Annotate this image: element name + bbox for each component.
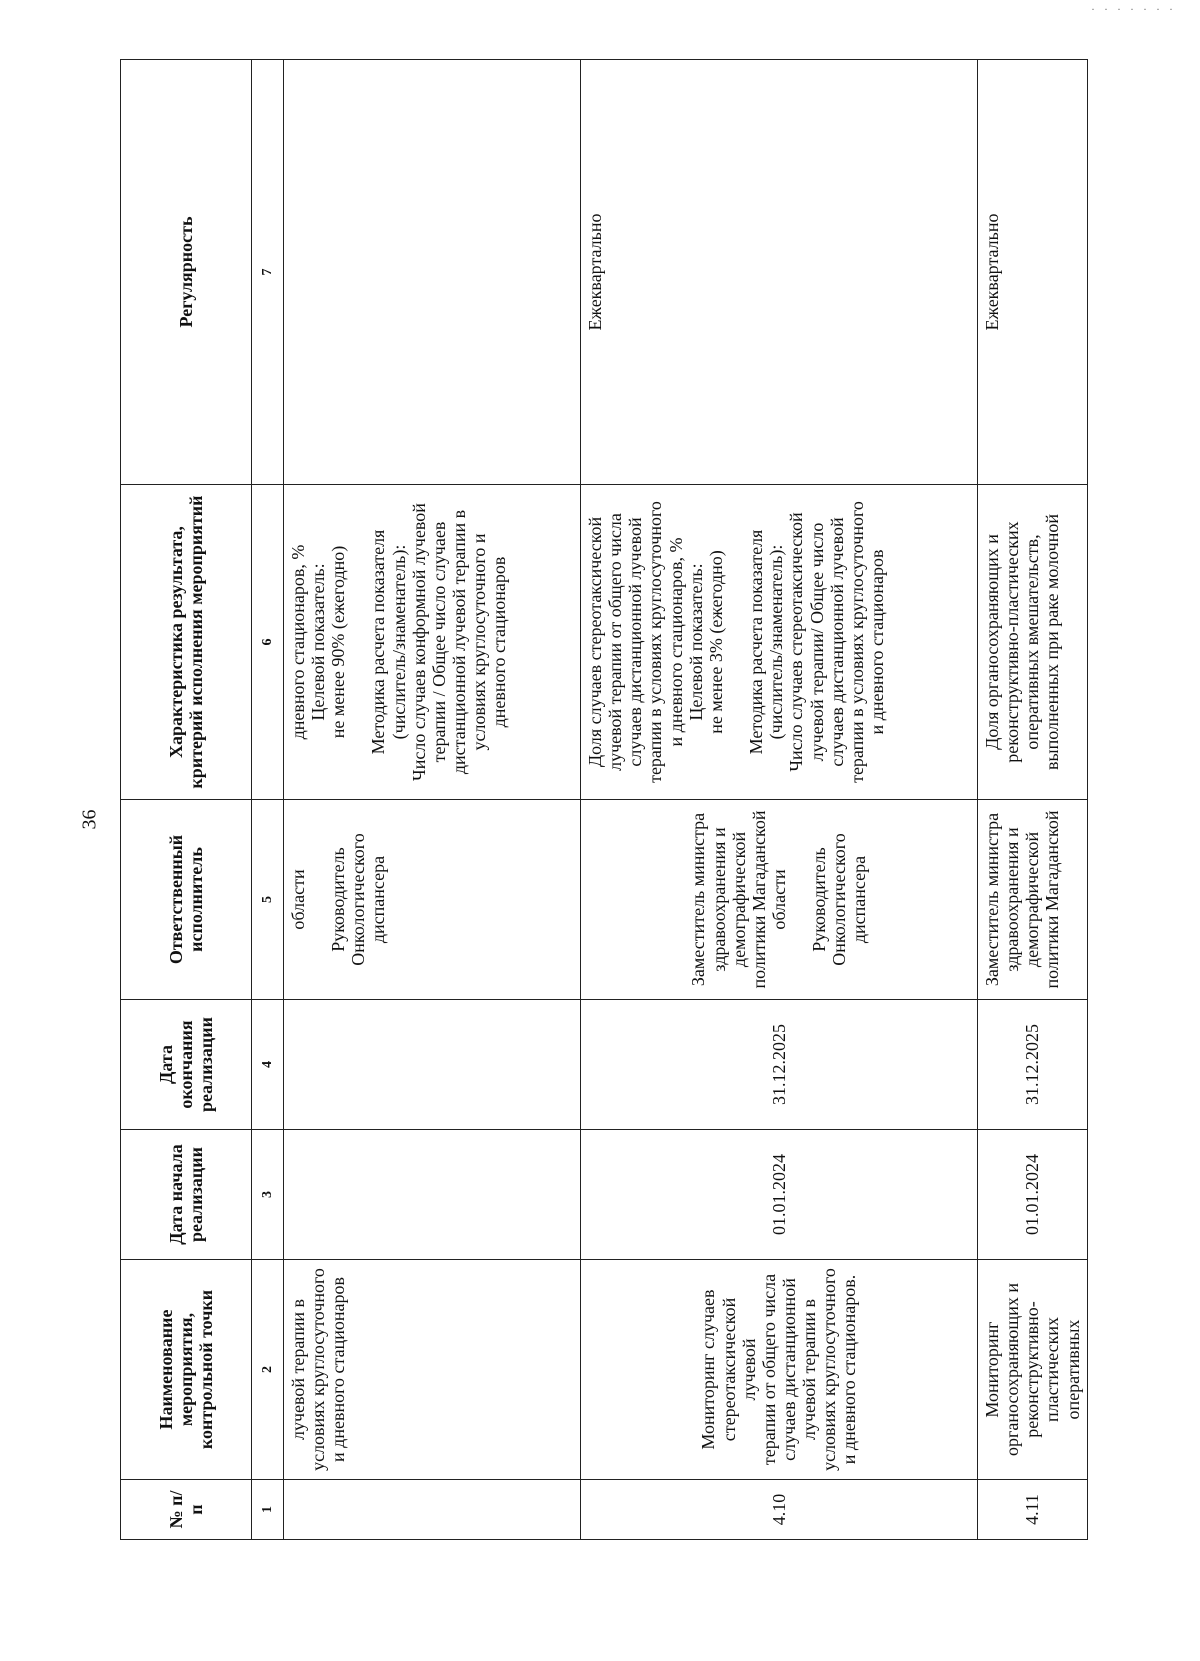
column-number: 2 [252,1260,284,1480]
text-line: политики Магаданской [1042,810,1063,989]
text-line: демографической [728,831,749,968]
text-line: лучевой терапии в [799,1298,820,1441]
line-gap [308,806,328,993]
text-line: Целевой показатель: [685,563,706,721]
row-number: 4.11 [978,1480,1088,1540]
text-line: оперативных вмешательств, [1022,534,1043,750]
result-description [284,485,581,800]
text-line: Мониторинг [982,1321,1002,1418]
text-line: условиях круглосуточного [308,1268,329,1471]
page-number: 36 [78,809,101,830]
text-line: и дневного стационаров [328,1277,349,1462]
text-line: Руководитель [328,847,349,952]
text-line: выполненных при раке молочной [1042,514,1063,770]
activity-name [581,1260,978,1480]
line-gap [348,491,368,793]
text-line: Число случаев конформной лучевой [408,503,429,781]
text-line: Заместитель министра [982,812,1002,987]
text-line: случаев дистанционной [779,1278,799,1461]
text-line: Заместитель министра [688,812,709,987]
text-line: лучевой терапии/ Общее число [806,522,827,762]
column-number: 7 [252,60,284,485]
table-row [978,60,1088,1540]
text-line: терапии в условиях круглосуточного [846,501,867,783]
text-line: лучевой терапии в [288,1298,308,1441]
text-line: (числитель/знаменатель): [766,544,787,740]
text-line: Руководитель [809,847,830,952]
column-number-row [252,60,284,1540]
text-line: области [288,869,308,930]
text-line: и дневного стационаров, % [665,537,686,747]
column-number: 5 [252,800,284,1000]
text-line: не менее 3% (ежегодно) [705,550,726,734]
table-row [284,60,581,1540]
text-line: Доля органосохраняющих и [982,534,1002,750]
text-line: терапии в условиях круглосуточного [645,501,666,783]
text-line: и дневного стационаров. [839,1274,860,1465]
row-number [284,1480,581,1540]
header-result: Характеристика результата, критерий исполнения мероприятий [121,485,252,800]
text-line: пластических оперативных [1042,1317,1083,1422]
end-date: 31.12.2025 [581,1000,978,1130]
text-line: политики Магаданской [748,810,769,989]
text-line: реконструктивно-пластических [1002,521,1023,763]
text-line: условиях круглосуточного и [469,533,490,751]
responsible-executor [978,800,1088,1000]
column-number: 1 [252,1480,284,1540]
header-regularity: Регулярность [121,60,252,485]
text-line: Целевой показатель: [308,563,329,721]
text-line: реконструктивно- [1022,1301,1043,1438]
header-num: № п/п [121,1480,252,1540]
text-line: стереотаксической лучевой [718,1297,759,1442]
start-date: 01.01.2024 [978,1130,1088,1260]
result-description [581,485,978,800]
text-line: области [769,869,789,930]
column-number: 3 [252,1130,284,1260]
text-line: Методика расчета показателя [746,529,767,755]
table-row [581,60,978,1540]
regularity: Ежеквартально [978,60,1088,485]
text-line: демографической [1022,831,1043,968]
text-line: терапии / Общее число случаев [428,521,449,763]
activity-name [978,1260,1088,1480]
regularity [284,60,581,485]
line-gap [789,806,809,993]
text-line: Число случаев стереотаксической [786,512,807,772]
end-date [284,1000,581,1130]
start-date [284,1130,581,1260]
text-line: дневного стационаров [489,556,510,728]
text-line: условиях круглосуточного [819,1268,840,1471]
column-number: 6 [252,485,284,800]
rotated-page-content [120,60,1083,1540]
header-start-date: Дата начала реализации [121,1130,252,1260]
text-line: не менее 90% (ежегодно) [328,545,349,739]
text-line: и дневного стационаров [867,549,888,735]
text-line: диспансера [849,855,870,944]
text-line: Методика расчета показателя [368,529,389,755]
text-line: Мониторинг случаев [698,1289,719,1450]
text-line: терапии от общего числа [758,1273,779,1466]
corner-marks: · · · · · · · [1091,2,1176,16]
responsible-executor [284,800,581,1000]
row-number: 4.10 [581,1480,978,1540]
line-gap [726,491,746,793]
header-end-date: Дата окончания реализации [121,1000,252,1130]
text-line: диспансера [368,855,389,944]
text-line: органосохраняющих и [1002,1283,1023,1456]
text-line: дневного стационаров, % [288,544,308,740]
text-line: случаев дистанционной лучевой [625,517,646,767]
text-line: Онкологического [829,833,850,966]
header-row [121,60,252,1540]
text-line: лучевой терапии от общего числа [605,513,626,771]
header-name: Наименование мероприятия, контрольной точки [121,1260,252,1480]
text-line: Доля случаев стереотаксической [585,516,605,768]
text-line: Онкологического [348,833,369,966]
regularity: Ежеквартально [581,60,978,485]
text-line: дистанционной лучевой терапии в [449,509,470,775]
end-date: 31.12.2025 [978,1000,1088,1130]
header-responsible: Ответственный исполнитель [121,800,252,1000]
activities-table [120,59,1088,1540]
text-line: здравоохранения и [708,827,729,972]
start-date: 01.01.2024 [581,1130,978,1260]
text-line: здравоохранения и [1002,827,1023,972]
activity-name [284,1260,581,1480]
text-line: (числитель/знаменатель): [388,544,409,740]
text-line: случаев дистанционной лучевой [826,517,847,767]
result-description [978,485,1088,800]
column-number: 4 [252,1000,284,1130]
responsible-executor [581,800,978,1000]
